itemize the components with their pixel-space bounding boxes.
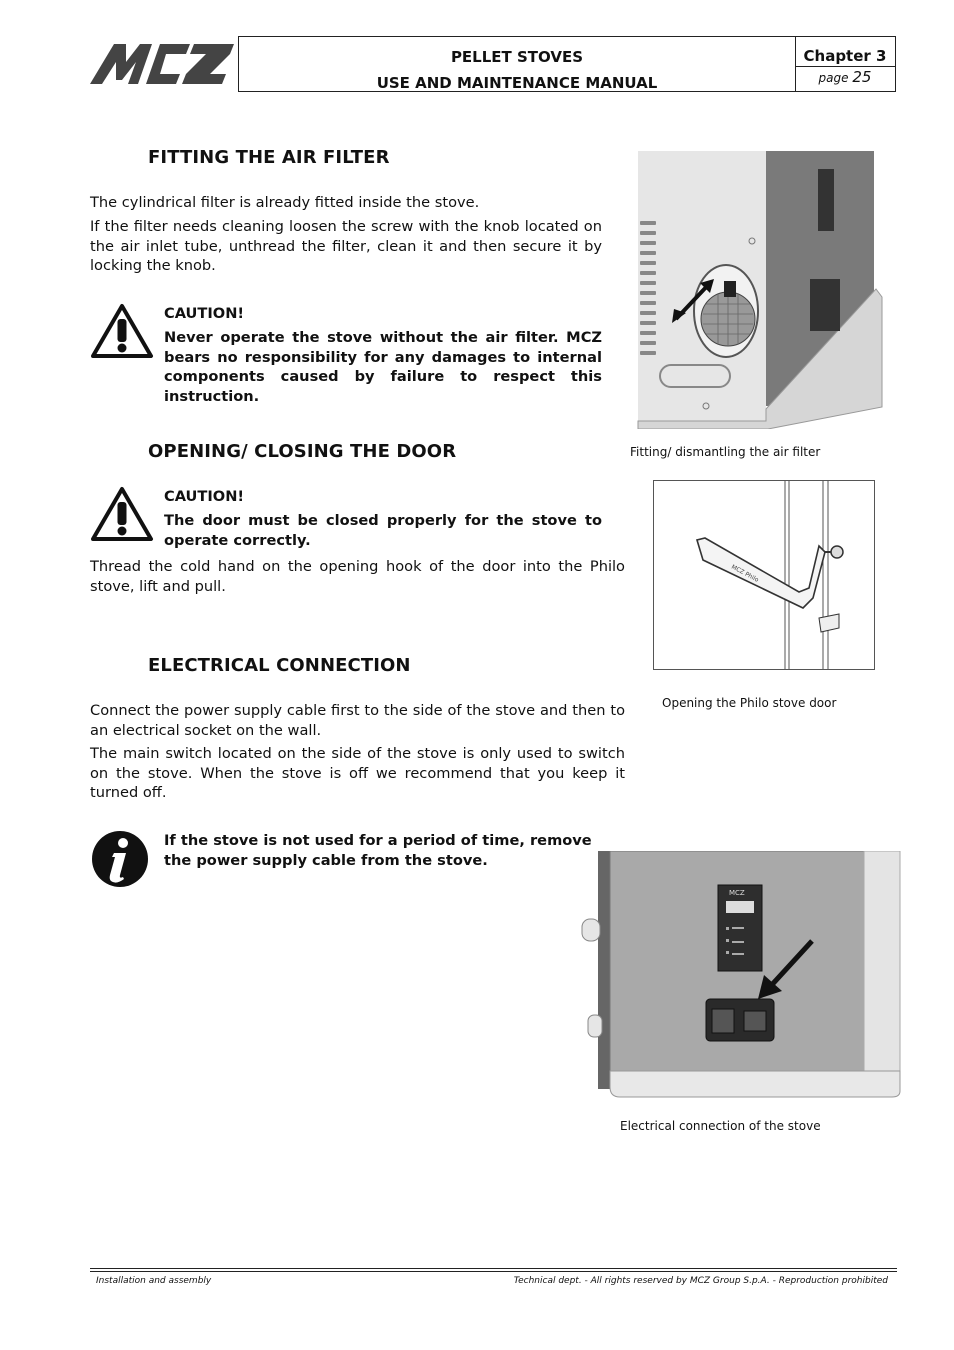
- door-paragraph: Thread the cold hand on the opening hook of the door into the Philo stove, lift and pull.: [90, 558, 625, 595]
- air-filter-paragraph-2: If the filter needs cleaning loosen the screw with the knob located on the air inlet tube, unthread the filter, clean it and then secure it by locking the knob.: [90, 218, 602, 274]
- footer-rule: [90, 1268, 897, 1269]
- door-caution-text: The door must be closed properly for the stove to operate correctly.: [164, 512, 602, 549]
- door-caution-title: CAUTION!: [164, 488, 245, 505]
- heading-electrical: ELECTRICAL CONNECTION: [148, 655, 411, 676]
- heading-door: OPENING/ CLOSING THE DOOR: [148, 441, 457, 462]
- header-title-line1: PELLET STOVES: [450, 48, 584, 66]
- svg-text:MCZ: MCZ: [729, 889, 745, 897]
- footer-right-text: Technical dept. - All rights reserved by MCZ Group S.p.A. - Reproduction prohibited: [513, 1276, 888, 1286]
- chapter-label: Chapter 3: [795, 37, 895, 67]
- svg-text:MCZ Philo: MCZ Philo: [730, 563, 760, 584]
- electrical-illustration: [580, 851, 902, 1099]
- header-chapter-cell: [795, 37, 895, 91]
- info-icon: [90, 829, 150, 889]
- header-title-cell: [239, 37, 796, 91]
- air-filter-caution-title: CAUTION!: [164, 305, 245, 322]
- electrical-paragraph-1: Connect the power supply cable first to the side of the stove and then to an electrical socket on the wall.: [90, 702, 625, 739]
- air-filter-paragraph-1: The cylindrical filter is already fitted inside the stove.: [90, 194, 480, 211]
- heading-air-filter: FITTING THE AIR FILTER: [148, 147, 390, 168]
- electrical-caption: Electrical connection of the stove: [620, 1119, 821, 1133]
- warning-icon: [90, 303, 154, 359]
- mcz-logo: [90, 40, 236, 88]
- door-illustration: [653, 480, 875, 670]
- air-filter-illustration: [636, 149, 884, 429]
- page-number: 25: [852, 68, 872, 86]
- page-label: page: [818, 71, 849, 85]
- page-indicator: [795, 68, 895, 86]
- footer-left-text: Installation and assembly: [96, 1276, 212, 1286]
- warning-icon: [90, 486, 154, 542]
- header-box: [238, 36, 896, 92]
- air-filter-caption: Fitting/ dismantling the air filter: [630, 445, 821, 459]
- header-title-line2: USE AND MAINTENANCE MANUAL: [376, 74, 658, 92]
- electrical-info-text: If the stove is not used for a period of time, remove the power supply cable from the stove.: [164, 832, 592, 869]
- air-filter-caution-text: Never operate the stove without the air filter. MCZ bears no responsibility for any damages to internal components caused by failure to respect this instruction.: [164, 329, 602, 405]
- footer-rule: [90, 1271, 897, 1272]
- electrical-paragraph-2: The main switch located on the side of the stove is only used to switch on the stove. When the stove is off we recommend that you keep it turned off.: [90, 745, 625, 801]
- door-caption: Opening the Philo stove door: [662, 696, 837, 710]
